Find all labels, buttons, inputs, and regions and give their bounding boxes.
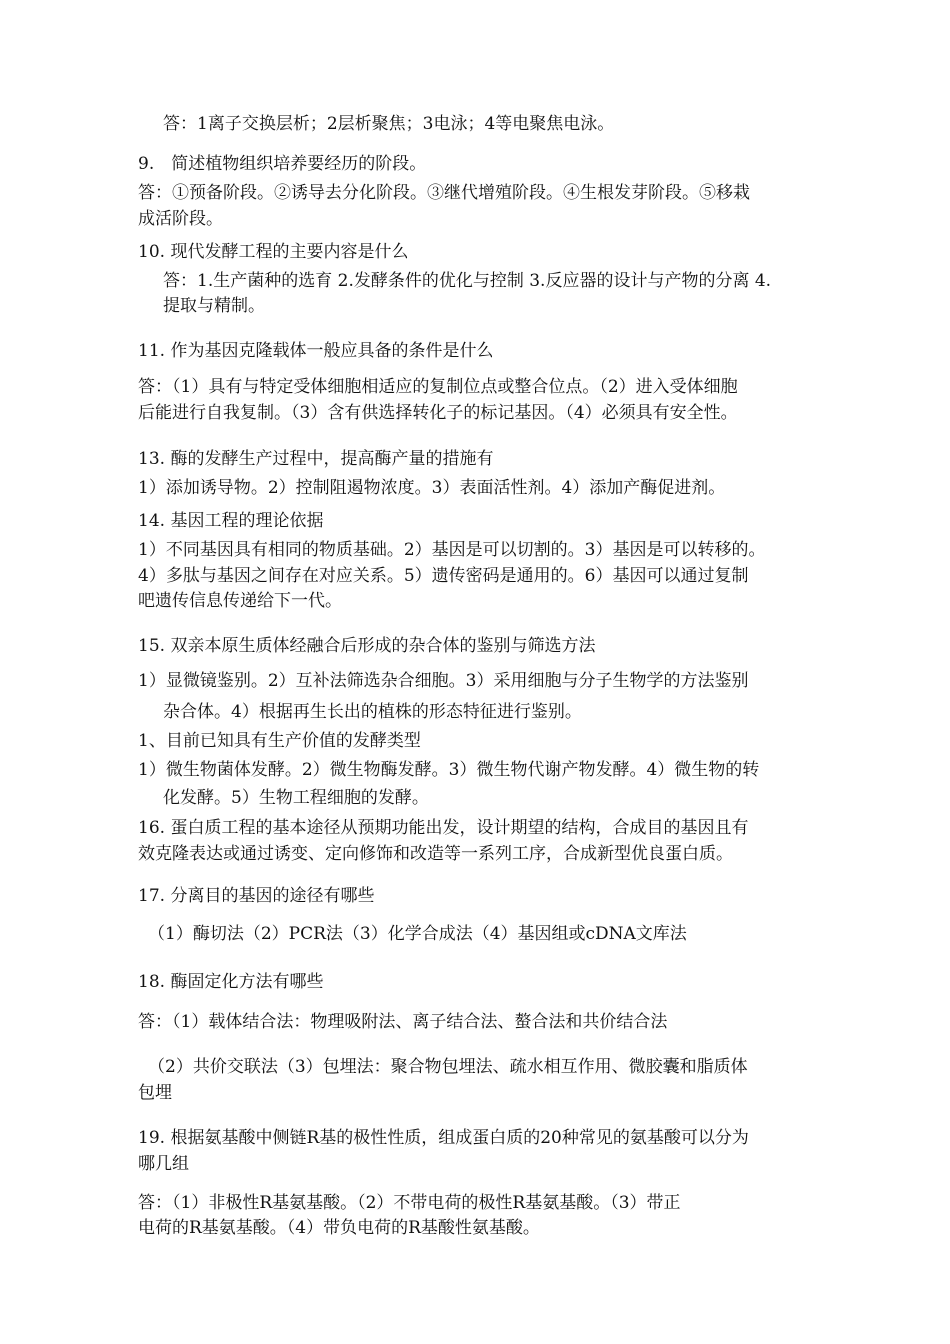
answer-18-line-2: （2）共价交联法（3）包埋法：聚合物包埋法、疏水相互作用、微胶囊和脂质体 xyxy=(148,1057,748,1077)
question-16-line-1: 16. 蛋白质工程的基本途径从预期功能出发，设计期望的结构，合成目的基因且有 xyxy=(138,818,749,838)
question-14: 14. 基因工程的理论依据 xyxy=(138,511,324,531)
question-10: 10. 现代发酵工程的主要内容是什么 xyxy=(138,242,409,262)
question-16-line-2: 效克隆表达或通过诱变、定向修饰和改造等一系列工序，合成新型优良蛋白质。 xyxy=(138,844,733,864)
question-18: 18. 酶固定化方法有哪些 xyxy=(138,972,324,992)
answer-18-line-3: 包埋 xyxy=(138,1083,172,1103)
answer-9-line-1: 答：①预备阶段。②诱导去分化阶段。③继代增殖阶段。④生根发芽阶段。⑤移栽 xyxy=(138,183,750,203)
answer-11-line-2: 后能进行自我复制。（3）含有供选择转化子的标记基因。（4）必须具有安全性。 xyxy=(138,403,738,423)
question-15: 15. 双亲本原生质体经融合后形成的杂合体的鉴别与筛选方法 xyxy=(138,636,596,656)
answer-14-line-2: 4）多肽与基因之间存在对应关系。5）遗传密码是通用的。6）基因可以通过复制 xyxy=(138,566,749,586)
answer-8: 答：1离子交换层析；2层析聚焦；3电泳；4等电聚焦电泳。 xyxy=(163,114,615,134)
question-1-fermentation-types: 1、目前已知具有生产价值的发酵类型 xyxy=(138,731,421,751)
answer-10-line-2: 提取与精制。 xyxy=(163,296,265,316)
answer-13: 1）添加诱导物。2）控制阻遏物浓度。3）表面活性剂。4）添加产酶促进剂。 xyxy=(138,478,726,498)
answer-fermentation-line-2: 化发酵。5）生物工程细胞的发酵。 xyxy=(163,788,429,808)
answer-19-line-2: 电荷的R基氨基酸。（4）带负电荷的R基酸性氨基酸。 xyxy=(138,1218,540,1238)
question-9: 9. 简述植物组织培养要经历的阶段。 xyxy=(138,154,427,174)
answer-18-line-1: 答：（1）载体结合法：物理吸附法、离子结合法、螯合法和共价结合法 xyxy=(138,1012,668,1032)
answer-19-line-1: 答：（1）非极性R基氨基酸。（2）不带电荷的极性R基氨基酸。（3）带正 xyxy=(138,1193,681,1213)
question-19-line-1: 19. 根据氨基酸中侧链R基的极性性质，组成蛋白质的20种常见的氨基酸可以分为 xyxy=(138,1128,749,1148)
answer-9-line-2: 成活阶段。 xyxy=(138,209,223,229)
answer-fermentation-line-1: 1）微生物菌体发酵。2）微生物酶发酵。3）微生物代谢产物发酵。4）微生物的转 xyxy=(138,760,760,780)
answer-10-line-1: 答：1.生产菌种的选育 2.发酵条件的优化与控制 3.反应器的设计与产物的分离 4. xyxy=(163,271,772,291)
question-13: 13. 酶的发酵生产过程中，提高酶产量的措施有 xyxy=(138,449,494,469)
question-17: 17. 分离目的基因的途径有哪些 xyxy=(138,886,375,906)
question-19-line-2: 哪几组 xyxy=(138,1154,189,1174)
answer-15-line-1: 1）显微镜鉴别。2）互补法筛选杂合细胞。3）采用细胞与分子生物学的方法鉴别 xyxy=(138,671,749,691)
answer-17: （1）酶切法（2）PCR法（3）化学合成法（4）基因组或cDNA文库法 xyxy=(148,924,687,944)
answer-14-line-1: 1）不同基因具有相同的物质基础。2）基因是可以切割的。3）基因是可以转移的。 xyxy=(138,540,766,560)
answer-14-line-3: 吧遗传信息传递给下一代。 xyxy=(138,591,342,611)
question-11: 11. 作为基因克隆载体一般应具备的条件是什么 xyxy=(138,341,494,361)
answer-11-line-1: 答：（1）具有与特定受体细胞相适应的复制位点或整合位点。（2）进入受体细胞 xyxy=(138,377,738,397)
answer-15-line-2: 杂合体。4）根据再生长出的植株的形态特征进行鉴别。 xyxy=(163,702,582,722)
